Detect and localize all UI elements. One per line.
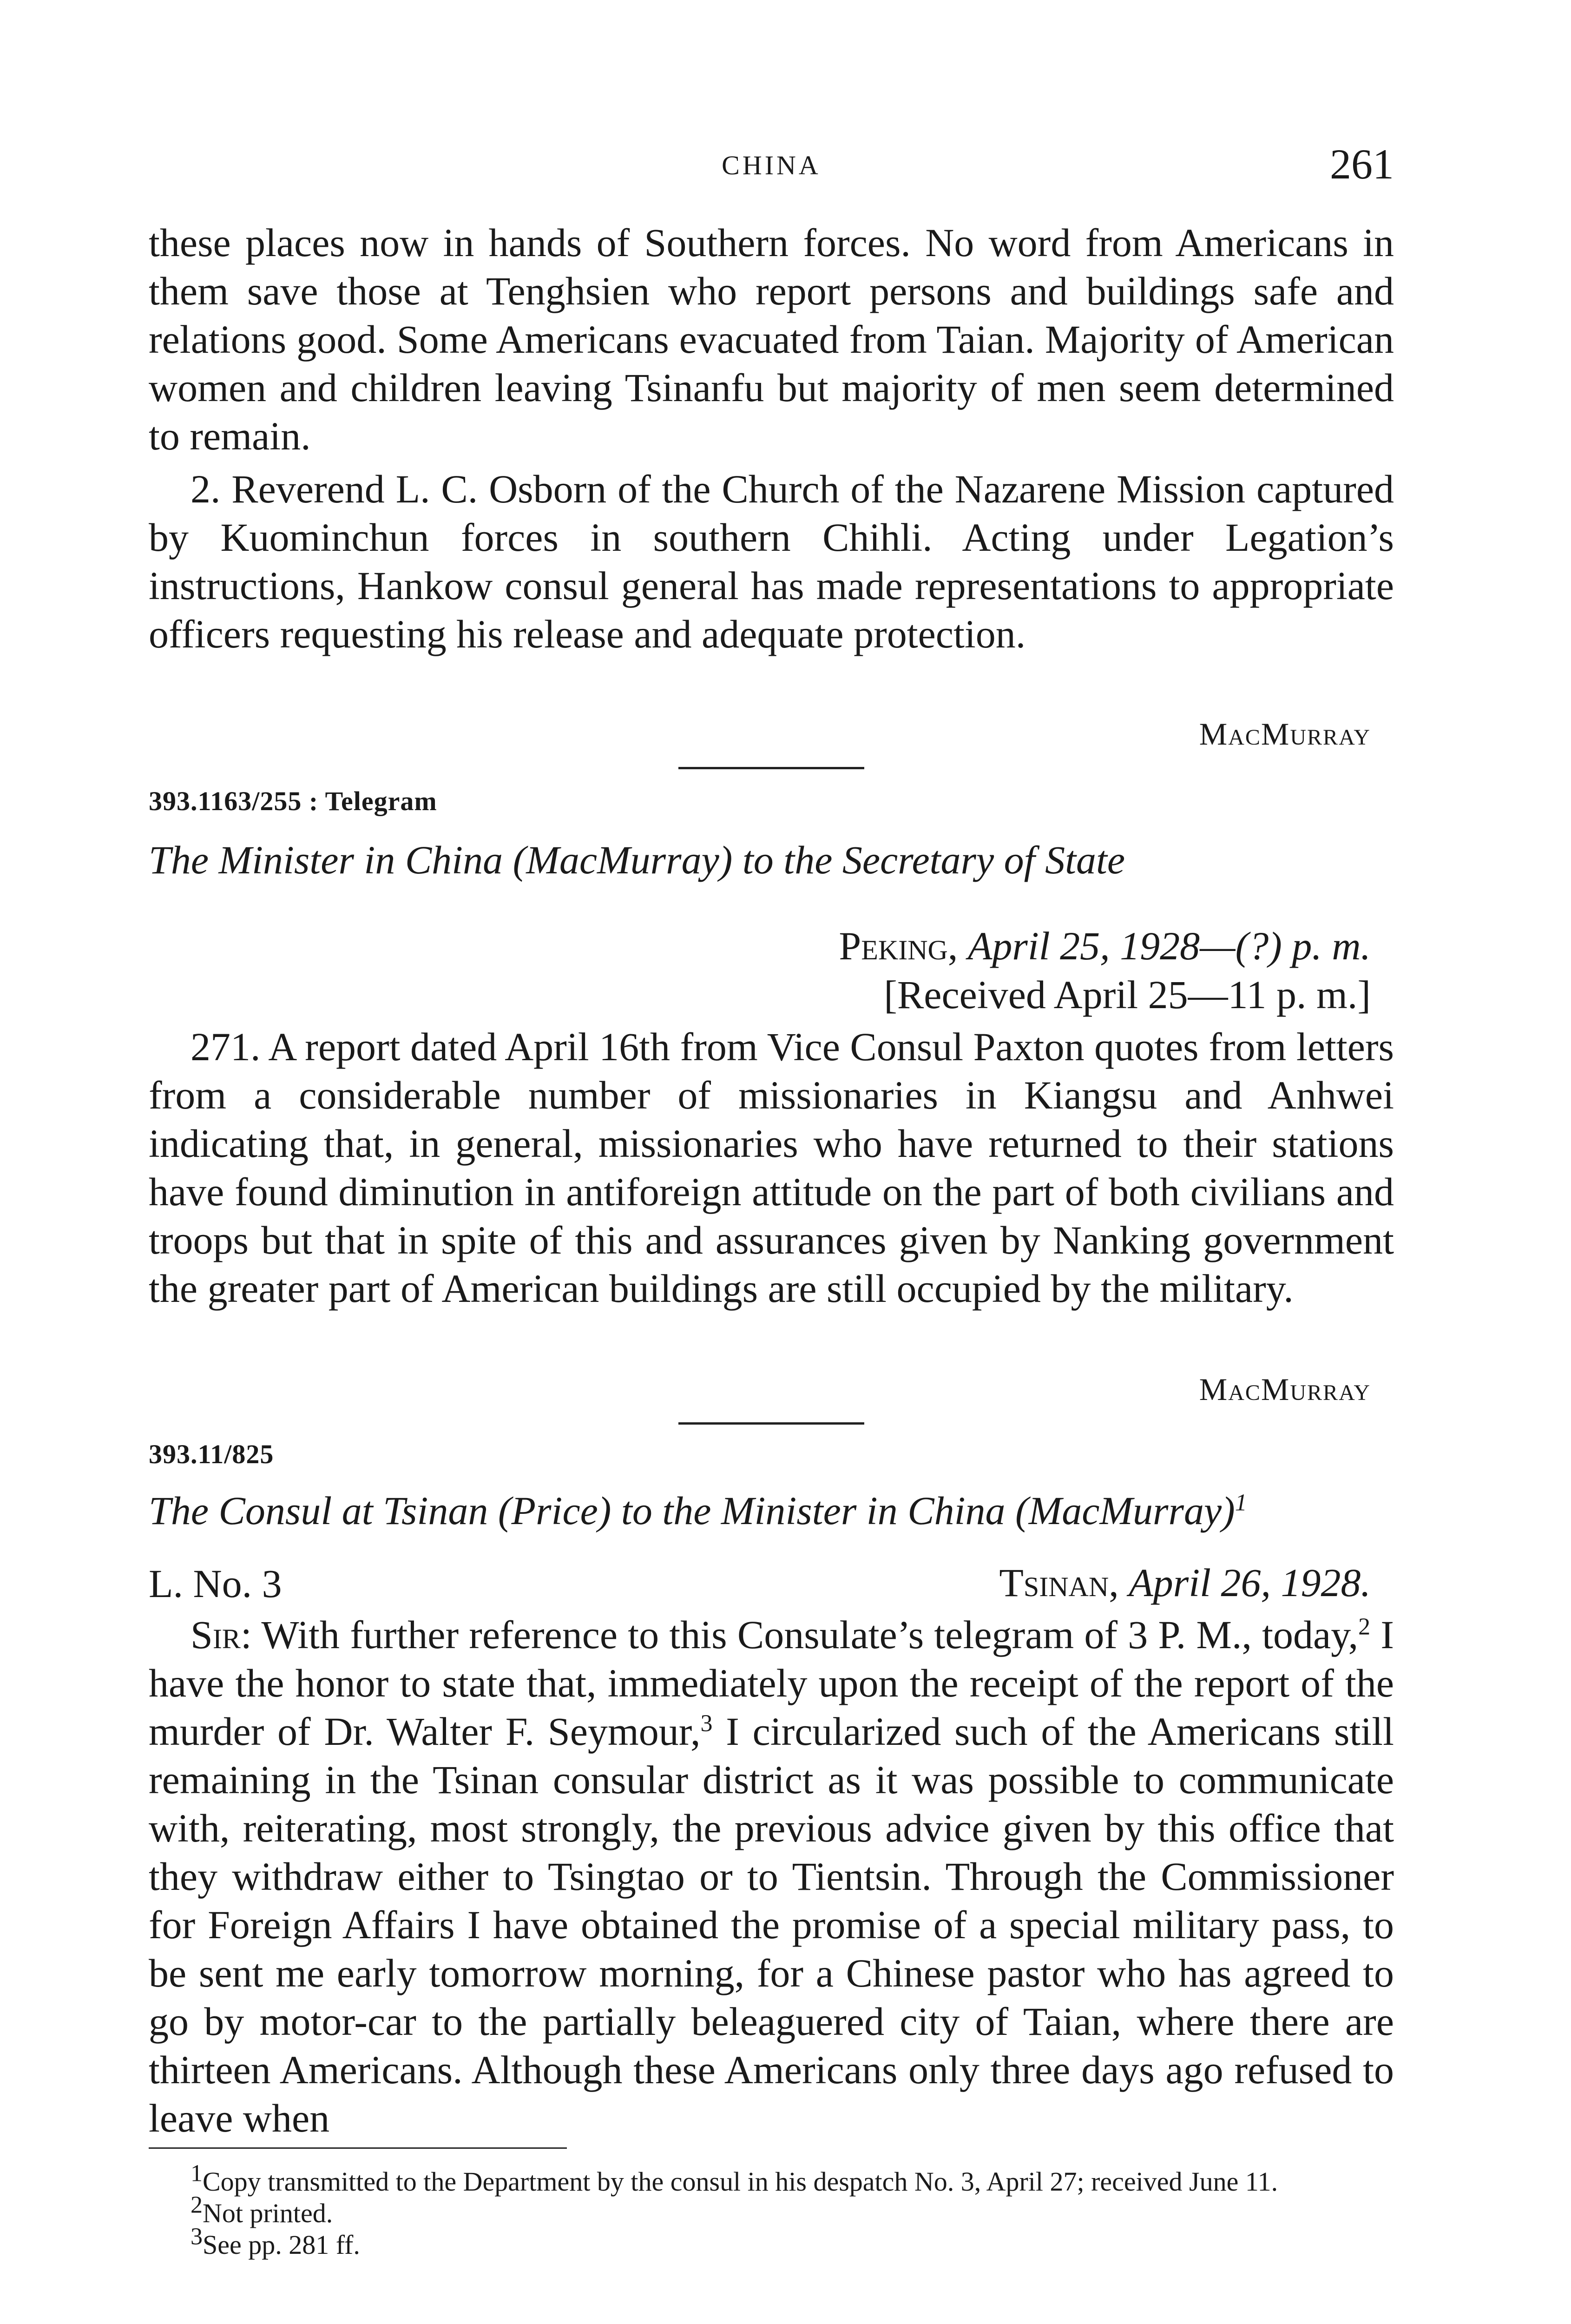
dateline-place: Tsinan, [999, 1560, 1119, 1605]
file-reference: 393.1163/255 : Telegram [149, 786, 437, 816]
footnote-mark: 3 [191, 2223, 203, 2250]
footnote-1: $^1$Copy transmitted to the Department by the consul in his despatch No. 3, April 27; received June 11. [191, 2160, 1278, 2197]
footnote-3: $^3$See pp. 281 ff. [191, 2223, 360, 2260]
section-divider [678, 767, 864, 769]
dateline-place: Peking, [839, 924, 958, 968]
footnote-rule [149, 2147, 567, 2149]
received-line: [Received April 25—11 p. m.] [884, 972, 1371, 1017]
dateline-date: April 26, 1928. [1129, 1560, 1371, 1605]
section-divider [678, 1422, 864, 1425]
body-text: With further reference to this Consulate’s telegram of 3 P. M., today, [261, 1612, 1359, 1657]
footnote-marker: 2 [1358, 1613, 1371, 1640]
body-text: I circularized such of the Americans still remaining in the Tsinan consular district as it was possible to communicate with, reiterating, most strongly, the previous advice given by this office that they withdraw either to Tsingtao or to Tientsin. Through the Commissioner for Foreign Affairs I have obtained the promise of a special military pass, to be sent me early tomorrow morning, for a Chinese pastor who has agreed to go by motor-car to the partially beleaguered city of Taian, where there are thirteen Americans. Although these Americans only three days ago refused to leave when [149, 1709, 1394, 2140]
signature-macmurray-2: MacMurray [1199, 1372, 1371, 1407]
continuation-paragraph-1: these places now in hands of Southern forces. No word from Americans in them save those at Tenghsien who report persons and buildings safe and relations good. Some Americans evacuated from Taian. Majority of American women and children leaving Tsinanfu but majority of men seem determined to remain. [149, 220, 1394, 458]
running-head [149, 139, 1394, 195]
footnote-marker: 3 [700, 1710, 713, 1737]
dateline-date: April 25, 1928—(?) p. m. [967, 924, 1371, 968]
file-reference: 393.11/825 [149, 1439, 274, 1469]
document-title-text: The Consul at Tsinan (Price) to the Minister in China (MacMurray) [149, 1488, 1235, 1533]
dateline [697, 1559, 1371, 1606]
footnote-mark: 1 [191, 2160, 203, 2187]
document-title [149, 1487, 1394, 1534]
telegram-body: 271. A report dated April 16th from Vice Consul Paxton quotes from letters from a considerable number of missionaries in Kiangsu and Anhwei indicating that, in general, missionaries who have returned to their stations have found diminution in antiforeign attitude on the part of both civilians and troops but that in spite of this and assurances given by Nanking government the greater part of American buildings are still occupied by the military. [149, 1024, 1394, 1311]
footnotes [149, 2160, 1394, 2261]
document-title: The Minister in China (MacMurray) to the Secretary of State [149, 838, 1125, 882]
salutation: Sir: [191, 1612, 252, 1657]
dateline [465, 923, 1371, 969]
letter-body [149, 1611, 1394, 2142]
footnote-mark: 2 [191, 2192, 203, 2218]
footnote-2: $^2$Not printed. [191, 2192, 333, 2228]
footnote-marker: 1 [1235, 1489, 1247, 1516]
continuation-paragraph-2: 2. Reverend L. C. Osborn of the Church of the Nazarene Mission captured by Kuominchun forces in southern Chihli. Acting under Legation’s instructions, Hankow consul general has made representations to appropriate officers requesting his release and adequate protection. [149, 467, 1394, 656]
page-number: 261 [1330, 140, 1394, 188]
running-title: CHINA [722, 150, 821, 180]
letter-number: L. No. 3 [149, 1561, 282, 1606]
body-text: I have the honor to state that, immediately upon the receipt of the report of the murder of Dr. Walter F. Seymour, [149, 1612, 1394, 1754]
signature-macmurray-1: MacMurray [1199, 716, 1371, 752]
